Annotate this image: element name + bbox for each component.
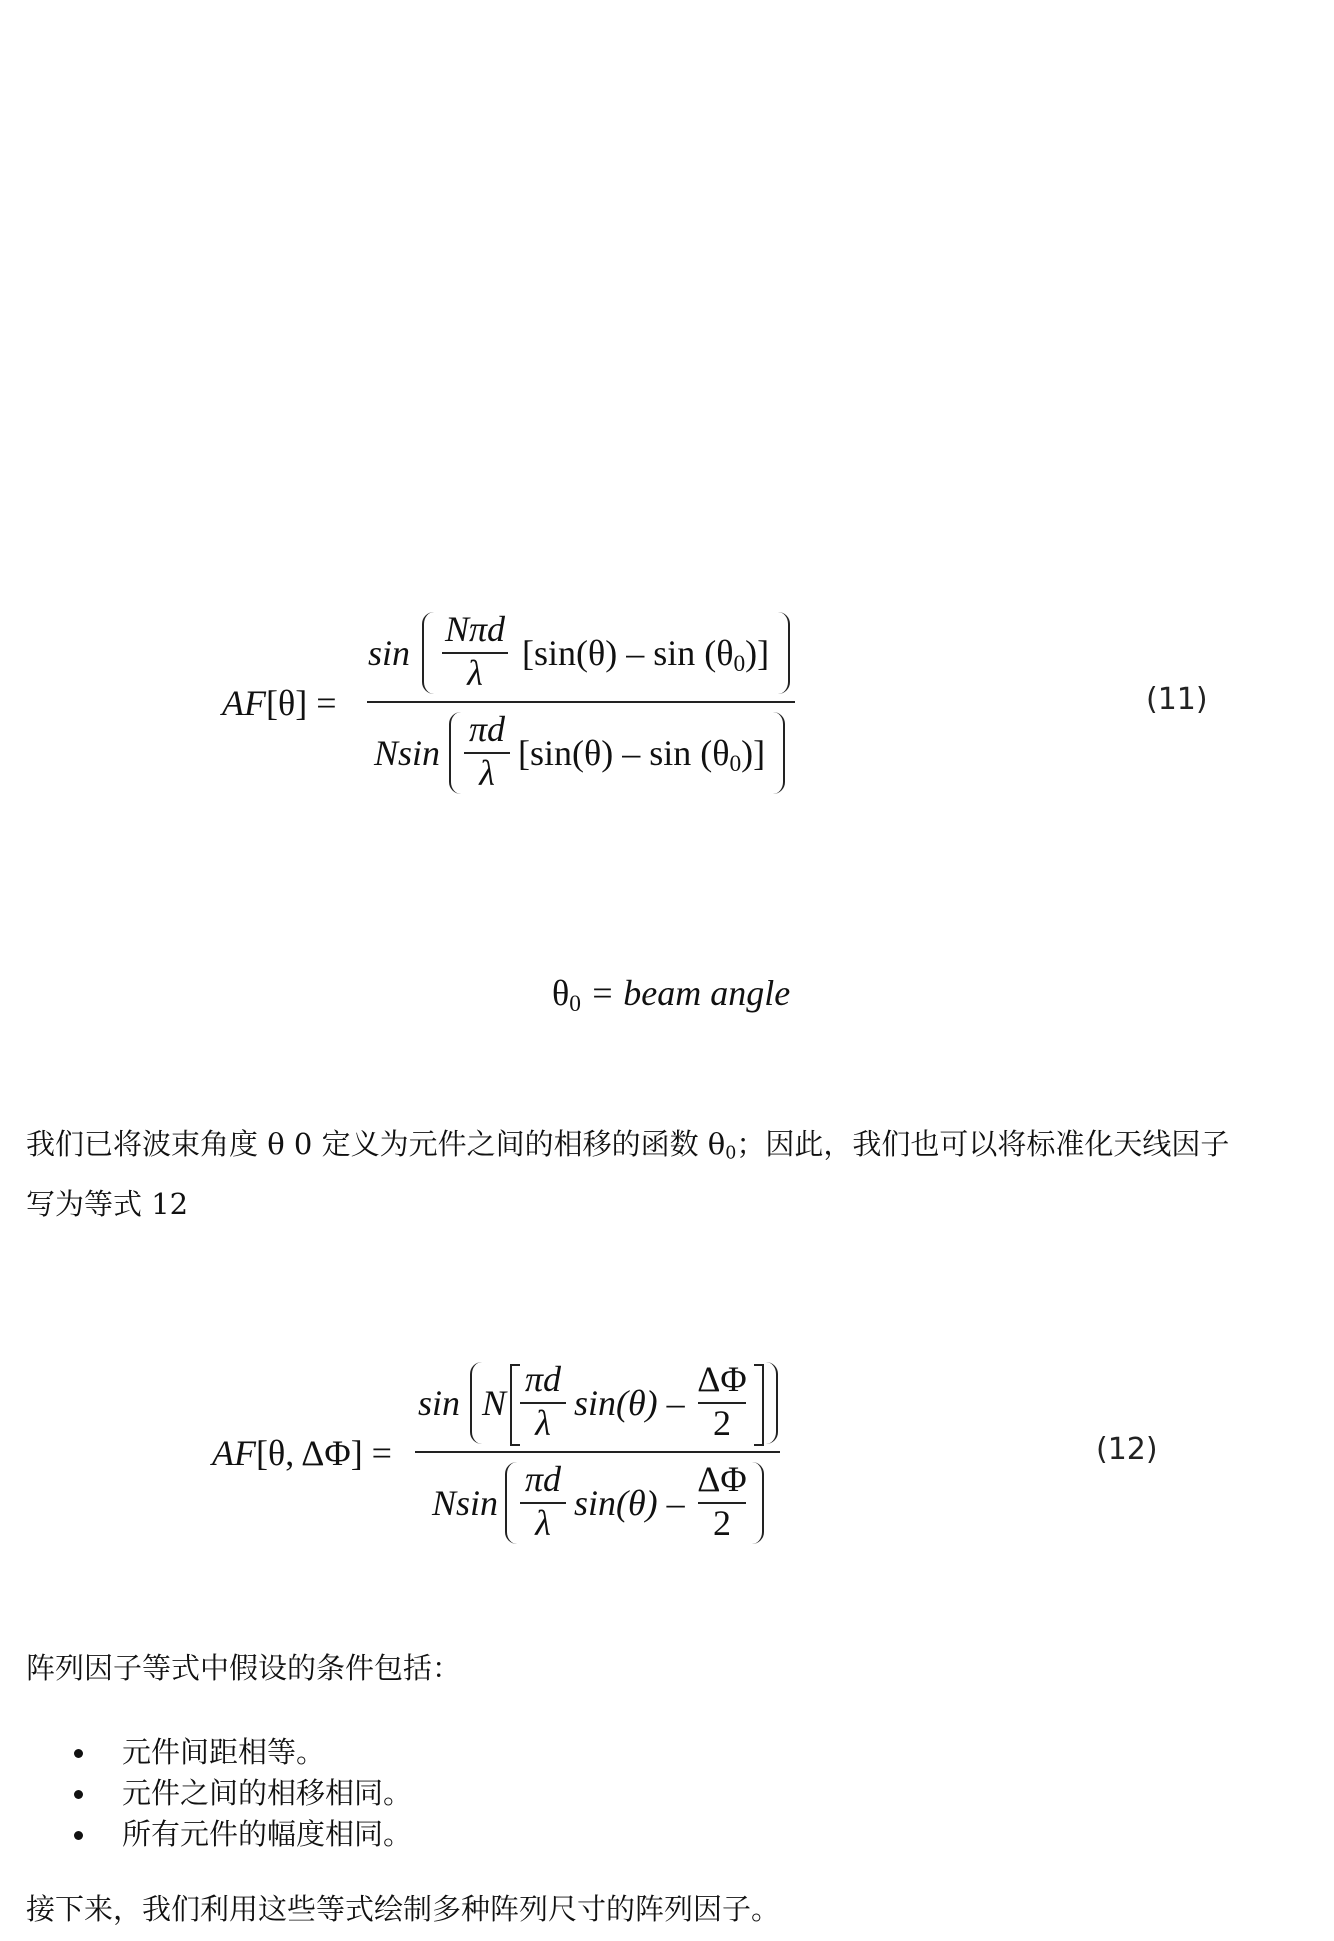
beam-theta-sub: 0	[569, 990, 581, 1017]
eq12-num-sin: sin	[418, 1383, 461, 1423]
eq11-den-bracket	[518, 732, 765, 778]
para1-line1-a: 我们已将波束角度 θ 0 定义为元件之间的相移的函数 θ	[26, 1127, 726, 1161]
eq11-lhs-af: AF	[222, 683, 266, 723]
eq12-num-mid-text: sin(θ) –	[574, 1383, 685, 1423]
eq11-den-sub: 0	[729, 750, 742, 777]
eq12-den-mid-text: sin(θ) –	[574, 1483, 685, 1523]
eq12-den-two: 2	[713, 1503, 731, 1543]
eq11-num-inner-num: Nπd	[444, 609, 506, 649]
eq12-lhs	[212, 1432, 392, 1474]
beam-theta: θ	[552, 973, 570, 1013]
beam-rest: = beam angle	[580, 973, 791, 1013]
eq11-num-sub: 0	[733, 650, 746, 677]
eq11-den-bracket-text: [sin(θ) – sin (θ	[518, 733, 730, 773]
paragraph-1-line-2: 写为等式 12	[26, 1187, 189, 1221]
eq12-den-pid: πd	[524, 1459, 562, 1499]
eq11-num-close: )]	[745, 633, 770, 673]
para1-line1-b: ；因此，我们也可以将标准化天线因子	[736, 1127, 1230, 1161]
eq12-main-fraction-line	[415, 1451, 780, 1453]
para1-line1-sub: 0	[725, 1143, 737, 1164]
eq11-lhs	[222, 682, 337, 724]
eq11-number: (11)	[1146, 682, 1208, 717]
eq12-num-rparen	[766, 1362, 778, 1444]
eq11-lhs-arg: [θ] =	[265, 683, 337, 723]
bullet-dot-1	[74, 1749, 83, 1758]
eq11-num-bracket-text: [sin(θ) – sin (θ	[522, 633, 734, 673]
eq11-den-rparen	[773, 712, 785, 794]
eq11-den-inner-num: πd	[468, 709, 506, 749]
eq12-num-two: 2	[713, 1403, 731, 1443]
eq11-den-lparen	[449, 712, 461, 794]
beam-angle-definition	[552, 972, 790, 1018]
eq12-den-lambda: λ	[535, 1503, 551, 1543]
paragraph-1-line-1	[26, 1127, 1326, 1164]
paragraph-2: 阵列因子等式中假设的条件包括：	[26, 1651, 462, 1685]
eq11-den-close: )]	[741, 733, 766, 773]
eq12-num-mid	[574, 1382, 685, 1424]
paragraph-3: 接下来，我们利用这些等式绘制多种阵列尺寸的阵列因子。	[26, 1892, 781, 1926]
eq12-num-rbracket	[754, 1364, 764, 1446]
eq11-den-inner-den: λ	[479, 753, 495, 793]
eq12-num-dphi: ΔΦ	[697, 1359, 747, 1399]
eq12-den-lparen	[505, 1462, 517, 1544]
eq11-num-lparen	[422, 612, 434, 694]
bullet-item-1: 元件间距相等。	[122, 1735, 326, 1769]
eq11-num-sin: sin	[368, 633, 411, 673]
eq12-den-nsin: Nsin	[432, 1483, 499, 1523]
equation-11	[0, 600, 1334, 800]
bullet-dot-3	[74, 1831, 83, 1840]
bullet-dot-2	[74, 1790, 83, 1799]
eq12-num-pid: πd	[524, 1359, 562, 1399]
eq11-main-fraction-line	[367, 701, 795, 703]
eq12-number: (12)	[1096, 1432, 1158, 1467]
bullet-item-3: 所有元件的幅度相同。	[122, 1817, 413, 1851]
eq12-num-lparen	[470, 1362, 482, 1444]
eq12-lhs-arg: [θ, ΔΦ] =	[255, 1433, 392, 1473]
bullet-item-2: 元件之间的相移相同。	[122, 1776, 413, 1810]
eq12-num-n: N	[482, 1383, 507, 1423]
eq11-num-bracket	[522, 632, 769, 678]
equation-12	[0, 1350, 1334, 1550]
eq12-den-rparen	[752, 1462, 764, 1544]
eq12-den-dphi: ΔΦ	[697, 1459, 747, 1499]
eq11-num-rparen	[778, 612, 790, 694]
eq12-den-mid	[574, 1482, 685, 1524]
eq12-num-lambda: λ	[535, 1403, 551, 1443]
eq11-den-nsin: Nsin	[374, 733, 441, 773]
eq12-lhs-af: AF	[212, 1433, 256, 1473]
eq11-num-inner-den: λ	[467, 653, 483, 693]
